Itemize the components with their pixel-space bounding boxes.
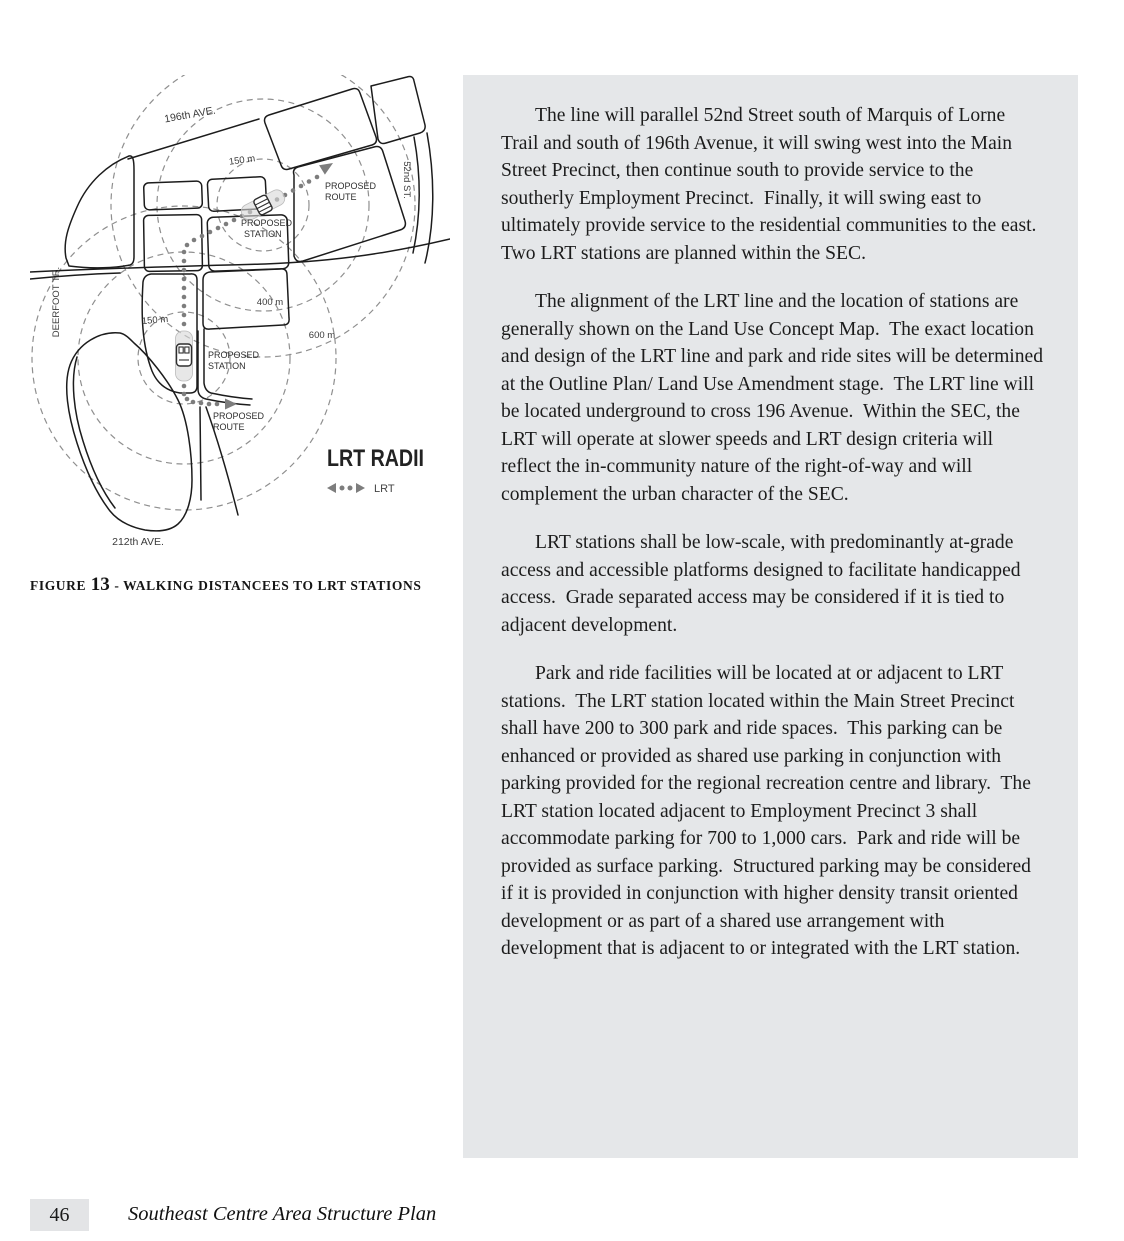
paragraph: The line will parallel 52nd Street south of Marquis of Lorne Trail and south of 196th Avenue, it will swing west into the Main Street Precinct, then continue south to provide service to the southerly Employment Precinct. Finally, it will swing east to ultimately provide service to the residential communities to the east. Two LRT stations are planned within the SEC. [501,105,1046,264]
map-block [144,214,203,271]
map-title: LRT RADII [327,445,424,472]
label-radius-400: 400 m [256,297,284,308]
body-text-panel [463,75,1078,1158]
map-block [294,147,406,262]
label-proposed-station-lower-line1: PROPOSED [208,350,260,360]
page-footer [0,1198,1124,1234]
label-proposed-route-upper-line2: ROUTE [325,192,357,202]
map-road [200,407,201,500]
legend-lrt-label: LRT [374,483,395,495]
station-icon-lower [176,331,193,381]
label-196th-ave: 196th AVE. [163,104,217,126]
route-arrow-northeast [319,163,333,175]
map-road [413,137,419,253]
label-radius-150-lower: 150 m [141,313,169,328]
label-proposed-route-lower-line1: PROPOSED [213,411,265,421]
page-number: 46 [30,1199,89,1231]
lrt-legend-symbol [327,483,365,493]
label-proposed-route-lower-line2: ROUTE [213,422,245,432]
label-proposed-station-upper-line1: PROPOSED [241,218,293,228]
paragraph: Park and ride facilities will be located at or adjacent to LRT stations. The LRT station located within the Main Street Precinct shall have 200 to 300 park and ride spaces. This parking can be enhanced or provided as shared use parking in conjunction with parking provided for the regional recreation centre and library. The LRT station located adjacent to Employment Precinct 3 shall accommodate parking for 700 to 1,000 cars. Park and ride will be provided as surface parking. Structured parking may be considered if it is provided in conjunction with higher density transit oriented development or as part of a shared use arrangement with development that is adjacent to or integrated with the LRT station. [501,663,1036,959]
map-legend [327,483,395,495]
caption-number: 13 [90,574,110,595]
label-radius-150-upper: 150 m [228,153,256,168]
label-proposed-route-upper-line1: PROPOSED [325,181,377,191]
map-road [67,333,192,531]
paragraph: LRT stations shall be low-scale, with predominantly at-grade access and accessible platforms designed to facilitate handicapped access. Grade separated access may be considered if it is tied to adjacent development. [501,532,1026,636]
label-proposed-station-upper-line2: STATION [244,229,282,239]
route-arrow-east [225,399,237,410]
document-title: Southeast Centre Area Structure Plan [128,1203,437,1225]
label-radius-600: 600 m [308,330,336,341]
map-block [144,181,203,210]
label-52nd-st: 52nd ST. [401,161,412,199]
caption-text: - WALKING DISTANCEES TO LRT STATIONS [114,578,422,593]
map-road [371,77,425,144]
paragraph: The alignment of the LRT line and the location of stations are generally shown on the Land Use Concept Map. The exact location and design of the LRT line and park and ride sites will be determined at the Outline Plan/ Land Use Amendment stage. The LRT line will be located underground to cross 196 Avenue. Within the SEC, the LRT will operate at slower speeds and LRT design criteria will reflect the in-community nature of the right-of-way and will complement the urban character of the SEC. [501,291,1048,505]
figure-caption [30,574,450,596]
label-212th-ave: 212th AVE. [112,536,164,548]
map-road [30,273,120,279]
caption-prefix: FIGURE [30,578,87,593]
label-deerfoot-tr: DEERFOOT TR. [51,266,62,338]
lrt-radii-map [30,75,450,565]
map-road [65,156,134,268]
label-proposed-station-lower-line2: STATION [208,361,246,371]
